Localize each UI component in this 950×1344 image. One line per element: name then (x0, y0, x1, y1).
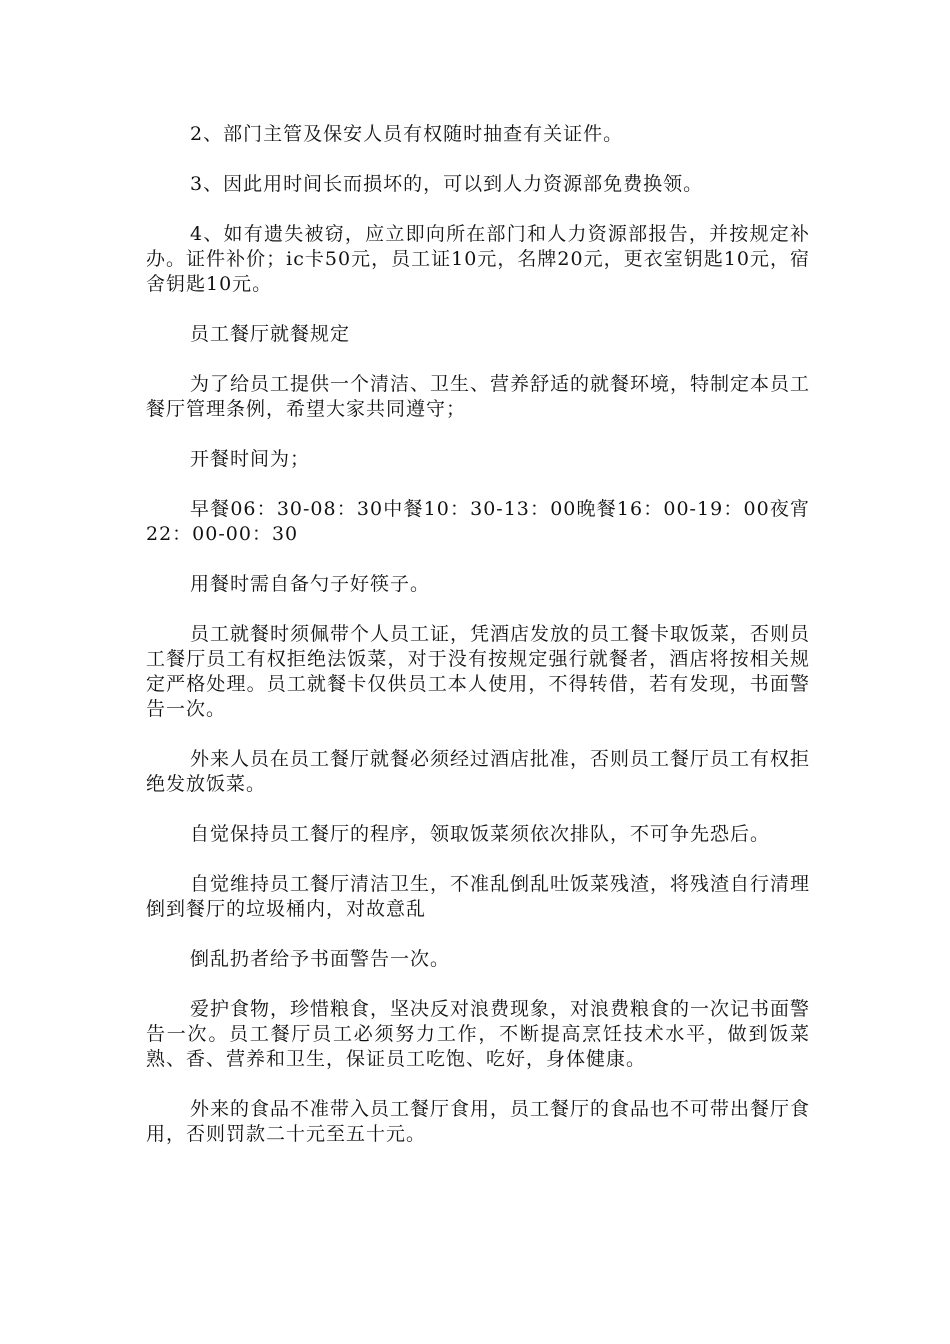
paragraph-food-waste: 爱护食物，珍惜粮食，坚决反对浪费现象，对浪费粮食的一次记书面警告一次。员工餐厅员工必须努力工作，不断提高烹饪技术水平，做到饭菜熟、香、营养和卫生，保证员工吃饱、吃好，身体健康。 (146, 998, 811, 1070)
paragraph-loss-reissue: 4、如有遗失被窃，应立即向所在部门和人力资源部报告，并按规定补办。证件补价；ic卡50元，员工证10元，名牌20元，更衣室钥匙10元，宿舍钥匙10元。 (146, 223, 810, 295)
paragraph-meal-schedule: 早餐06：30-08：30中餐10：30-13：00晚餐16：00-19：00夜宵22：00-00：30 (146, 498, 810, 545)
paragraph-id-check: 2、部门主管及保安人员有权随时抽查有关证件。 (190, 123, 624, 145)
paragraph-outside-food: 外来的食品不准带入员工餐厅食用，员工餐厅的食品也不可带出餐厅食用，否则罚款二十元至五十元。 (146, 1098, 811, 1145)
section-heading-dining-rules: 员工餐厅就餐规定 (190, 323, 351, 345)
paragraph-meal-card: 员工就餐时须佩带个人员工证，凭酒店发放的员工餐卡取饭菜，否则员工餐厅员工有权拒绝法饭菜，对于没有按规定强行就餐者，酒店将按相关规定严格处理。员工就餐卡仅供员工本人使用，不得转借，若有发现，书面警告一次。 (146, 623, 811, 720)
paragraph-meal-time-label: 开餐时间为； (190, 448, 311, 470)
paragraph-queue-order: 自觉保持员工餐厅的程序，领取饭菜须依次排队，不可争先恐后。 (190, 823, 771, 845)
paragraph-outside-visitors: 外来人员在员工餐厅就餐必须经过酒店批准，否则员工餐厅员工有权拒绝发放饭菜。 (146, 748, 811, 795)
paragraph-dining-intro: 为了给员工提供一个清洁、卫生、营养舒适的就餐环境，特制定本员工餐厅管理条例，希望大家共同遵守； (146, 373, 811, 420)
paragraph-utensils: 用餐时需自备勺子好筷子。 (190, 573, 431, 595)
paragraph-cleanliness: 自觉维持员工餐厅清洁卫生，不准乱倒乱吐饭菜残渣，将残渣自行清理倒到餐厅的垃圾桶内，对故意乱 (146, 873, 811, 920)
document-body (146, 122, 810, 1172)
paragraph-littering-warning: 倒乱扔者给予书面警告一次。 (190, 948, 451, 970)
paragraph-damage-replacement: 3、因此用时间长而损坏的，可以到人力资源部免费换领。 (190, 173, 704, 195)
